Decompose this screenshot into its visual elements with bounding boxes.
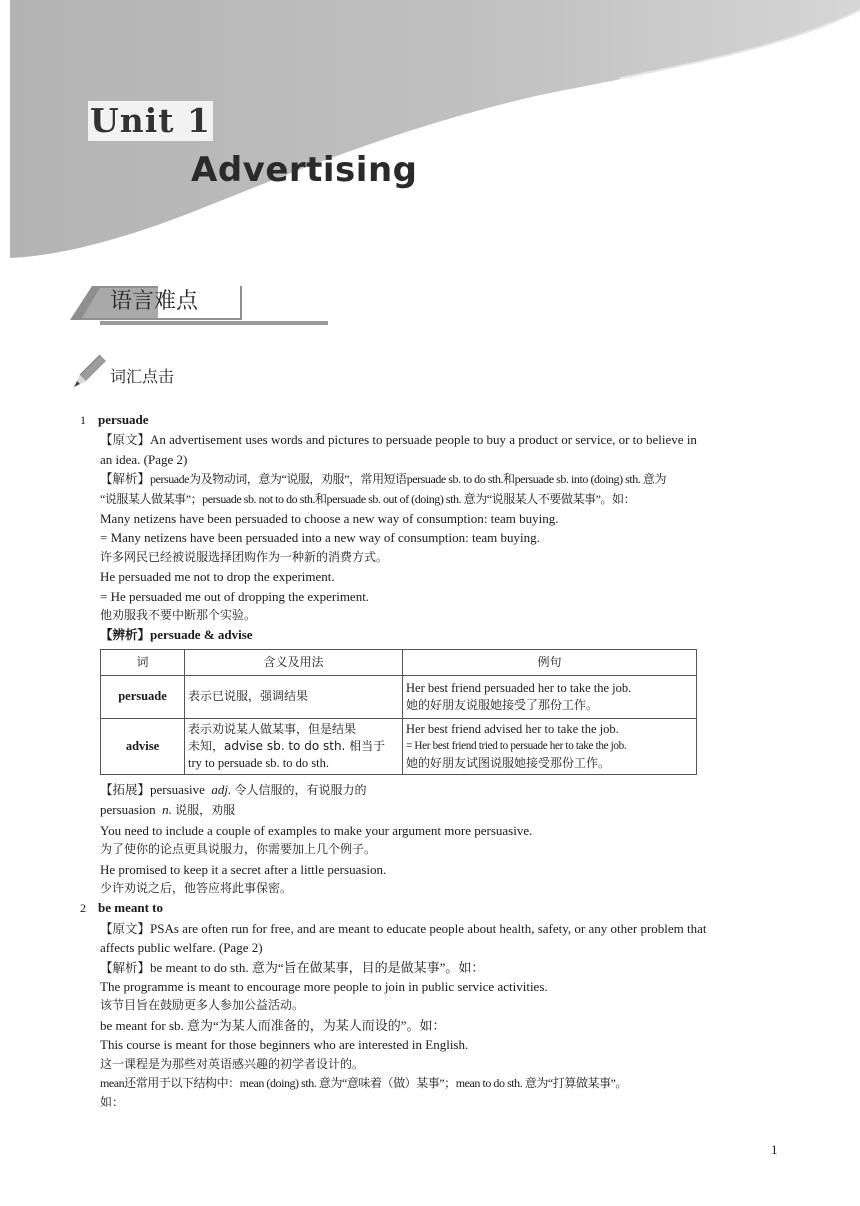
extension-definition: 令人信服的，有说服力的 — [234, 782, 367, 797]
analysis-line: be meant to do sth. 意为“旨在做某事，目的是做某事”。如： — [150, 959, 485, 975]
entry-headword: be meant to — [98, 900, 163, 916]
distinguish-words: persuade & advise — [150, 627, 253, 643]
subsection-title: 词汇点击 — [110, 367, 175, 386]
entry-be-meant-to — [80, 898, 840, 918]
distinguish-tag: 【辨析】 — [100, 627, 151, 643]
original-line: An advertisement uses words and pictures to persuade people to buy a product or service, or to believe in — [150, 432, 697, 448]
example-sentence: The programme is meant to encourage more people to join in public service activities. — [100, 978, 548, 994]
extension-tag: 【拓展】 — [100, 781, 151, 797]
distinguish-heading — [80, 625, 840, 644]
example-translation: 这一课程是为那些对英语感兴趣的初学者设计的。 — [100, 1056, 365, 1071]
original-tag: 【原文】 — [100, 920, 151, 936]
example-translation: 许多网民已经被说服选择团购作为一种新的消费方式。 — [100, 549, 389, 564]
example-translation: 该节目旨在鼓励更多人参加公益活动。 — [100, 998, 305, 1013]
original-text-cont: affects public welfare. (Page 2) — [100, 940, 263, 956]
example-sentence: He promised to keep it a secret after a little persuasion. — [100, 861, 387, 877]
extension-word: persuasive — [150, 781, 205, 797]
original-tag: 【原文】 — [100, 432, 151, 448]
analysis-text — [80, 469, 840, 489]
table-cell-example — [403, 718, 697, 774]
table-example-line: 她的好朋友试图说服她接受那份工作。 — [406, 755, 611, 770]
section-title: 语言难点 — [110, 289, 199, 314]
example-translation: 为了使你的论点更具说服力，你需要加上几个例子。 — [100, 842, 377, 857]
example-sentence: This course is meant for those beginners who are interested in English. — [100, 1037, 469, 1053]
table-cell-example — [403, 675, 697, 718]
extension-word: persuasion — [100, 802, 156, 818]
extension-definition: 说服，劝服 — [175, 803, 236, 818]
extension-line — [80, 800, 840, 820]
comparison-table — [100, 649, 697, 775]
table-row — [101, 675, 697, 718]
table-example-line: Her best friend advised her to take the job. — [406, 721, 619, 736]
example-translation: 少许劝说之后，他答应将此事保密。 — [100, 880, 293, 895]
analysis-text — [80, 958, 840, 977]
table-example-line: 她的好朋友说服她接受了那份工作。 — [406, 697, 599, 712]
entry-number: 2 — [80, 901, 86, 916]
unit-number: Unit 1 — [90, 101, 212, 140]
table-cell-word: advise — [101, 718, 185, 774]
original-text — [80, 430, 840, 449]
table-meaning-line: 未知，advise sb. to do sth. 相当于 — [188, 738, 386, 753]
vocabulary-content — [80, 410, 840, 1113]
analysis-tag: 【解析】 — [100, 959, 151, 975]
pencil-icon — [70, 353, 108, 391]
entry-persuade — [80, 410, 840, 430]
table-meaning-line: try to persuade sb. to do sth. — [188, 755, 329, 770]
page-number: 1 — [771, 1142, 778, 1157]
original-text-cont: an idea. (Page 2) — [100, 451, 188, 467]
example-sentence: = He persuaded me out of dropping the experiment. — [100, 588, 370, 604]
table-cell-meaning: 表示已说服，强调结果 — [185, 675, 403, 718]
table-cell-meaning — [185, 718, 403, 774]
example-translation: 他劝服我不要中断那个实验。 — [100, 608, 257, 623]
table-header: 例句 — [403, 649, 697, 675]
analysis-text-cont: “说服某人做某事”；persuade sb. not to do sth.和persuade sb. out of (doing) sth. 意为“说服某人不要做某事”。如： — [100, 491, 636, 506]
extension-line — [80, 780, 840, 800]
table-header-row — [101, 649, 697, 675]
table-header: 词 — [101, 649, 185, 675]
table-meaning-line: 表示劝说某人做某事，但是结果 — [188, 721, 357, 736]
analysis-tag: 【解析】 — [100, 471, 151, 487]
table-header: 含义及用法 — [185, 649, 403, 675]
table-example-line: = Her best friend tried to persuade her to take the job. — [406, 739, 627, 752]
example-sentence: You need to include a couple of examples to make your argument more persuasive. — [100, 822, 533, 838]
analysis-text: be meant for sb. 意为“为某人而准备的，为某人而设的”。如： — [100, 1017, 446, 1033]
example-sentence: He persuaded me not to drop the experiment. — [100, 569, 335, 585]
table-cell-word: persuade — [101, 675, 185, 718]
analysis-line: persuade为及物动词，意为“说服，劝服”，常用短语persuade sb. to do sth.和persuade sb. into (doing) sth. 意为 — [150, 472, 667, 487]
original-line: PSAs are often run for free, and are meant to educate people about health, safety, or any other problem that — [150, 920, 707, 936]
original-text — [80, 919, 840, 938]
entry-headword: persuade — [98, 412, 149, 427]
unit-title: Advertising — [191, 150, 418, 190]
example-sentence: = Many netizens have been persuaded into a new way of consumption: team buying. — [100, 530, 540, 546]
example-sentence: Many netizens have been persuaded to choose a new way of consumption: team buying. — [100, 511, 559, 527]
extension-pos: n. — [162, 802, 172, 818]
analysis-text: mean还常用于以下结构中：mean (doing) sth. 意为“意味着（做）某事”；mean to do sth. 意为“打算做某事”。 — [100, 1075, 627, 1090]
table-row — [101, 718, 697, 774]
table-example-line: Her best friend persuaded her to take the job. — [406, 680, 632, 695]
analysis-text: 如： — [100, 1095, 125, 1110]
extension-pos: adj. — [211, 781, 232, 797]
entry-number: 1 — [80, 413, 86, 427]
